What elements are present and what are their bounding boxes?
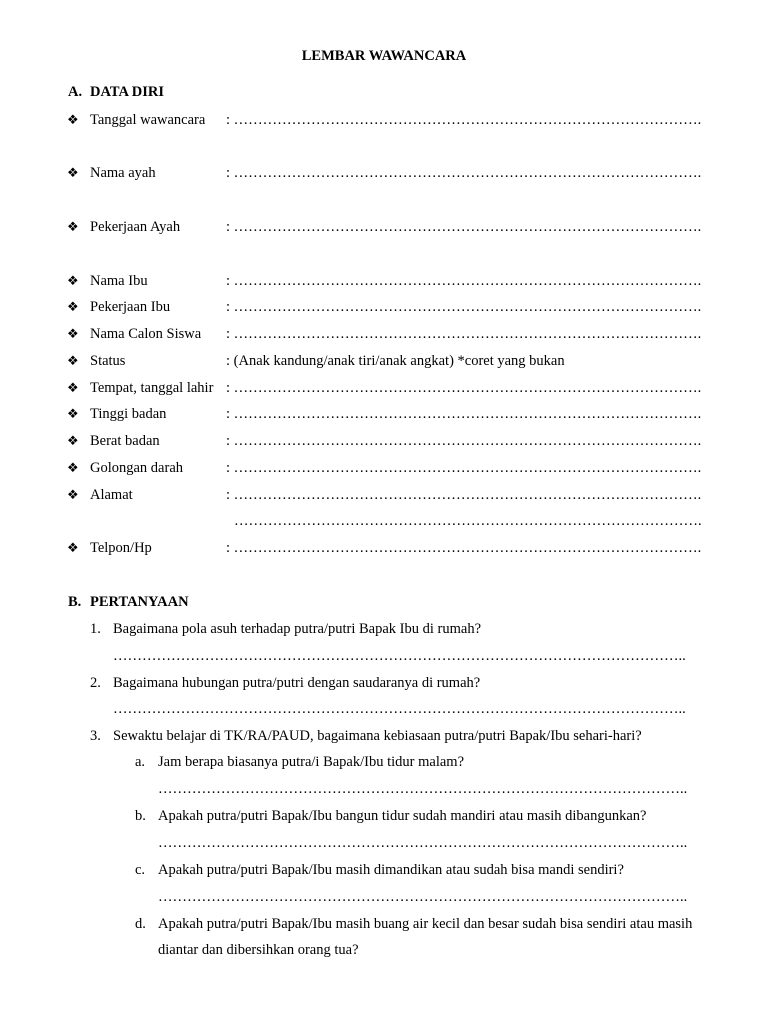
answer-line: ……………………………………………………………………………………………….. (158, 889, 688, 905)
field-label: Tinggi badan (90, 406, 167, 422)
bullet-icon: ❖ (67, 326, 79, 341)
field-label: Nama Ibu (90, 273, 148, 289)
field-value: : ……………………………………………………………………………………. (226, 380, 702, 396)
sub-question-letter: a. (135, 754, 146, 770)
field-label: Tempat, tanggal lahir (90, 380, 214, 396)
field-label: Telpon/Hp (90, 540, 152, 556)
sub-question-text: Jam berapa biasanya putra/i Bapak/Ibu tidur malam? (158, 754, 465, 770)
field-value: : (Anak kandung/anak tiri/anak angkat) *coret yang bukan (226, 353, 565, 369)
question-text: Sewaktu belajar di TK/RA/PAUD, bagaimana kebiasaan putra/putri Bapak/Ibu sehari-hari? (113, 728, 642, 744)
bullet-icon: ❖ (67, 460, 79, 475)
bullet-icon: ❖ (67, 273, 79, 288)
question-text: Bagaimana pola asuh terhadap putra/putri Bapak Ibu di rumah? (113, 621, 482, 637)
field-label: Status (90, 353, 126, 369)
sub-question-text-continued: diantar dan dibersihkan orang tua? (158, 942, 359, 958)
field-label: Pekerjaan Ayah (90, 219, 181, 235)
field-value: : ……………………………………………………………………………………. (226, 406, 702, 422)
answer-line: ……………………………………………………………………………………………………….. (113, 701, 686, 717)
section-b-letter: B. (68, 594, 82, 610)
bullet-icon: ❖ (67, 353, 79, 368)
bullet-icon: ❖ (67, 219, 79, 234)
field-value: : ……………………………………………………………………………………. (226, 299, 702, 315)
bullet-icon: ❖ (67, 299, 79, 314)
field-label: Nama Calon Siswa (90, 326, 202, 342)
field-value: : ……………………………………………………………………………………. (226, 433, 702, 449)
section-a-title: DATA DIRI (90, 84, 164, 100)
question-text: Bagaimana hubungan putra/putri dengan saudaranya di rumah? (113, 675, 481, 691)
field-value: : ……………………………………………………………………………………. (226, 540, 702, 556)
alamat-continuation: ……………………………………………………………………………………. (234, 513, 702, 529)
sub-question-letter: d. (135, 916, 146, 932)
sub-question-text: Apakah putra/putri Bapak/Ibu masih buang air kecil dan besar sudah bisa sendiri atau masih (158, 916, 693, 932)
field-label: Nama ayah (90, 165, 156, 181)
field-label: Alamat (90, 487, 133, 503)
bullet-icon: ❖ (67, 380, 79, 395)
question-number: 2. (90, 675, 101, 691)
bullet-icon: ❖ (67, 487, 79, 502)
field-value: : ……………………………………………………………………………………. (226, 112, 702, 128)
field-label: Golongan darah (90, 460, 184, 476)
bullet-icon: ❖ (67, 540, 79, 555)
field-value: : ……………………………………………………………………………………. (226, 273, 702, 289)
page-title: LEMBAR WAWANCARA (301, 48, 467, 64)
answer-line: ……………………………………………………………………………………………………….. (113, 648, 686, 664)
bullet-icon: ❖ (67, 165, 79, 180)
field-label: Pekerjaan Ibu (90, 299, 171, 315)
answer-line: ……………………………………………………………………………………………….. (158, 835, 688, 851)
sub-question-text: Apakah putra/putri Bapak/Ibu bangun tidur sudah mandiri atau masih dibangunkan? (158, 808, 647, 824)
sub-question-letter: b. (135, 808, 146, 824)
question-number: 1. (90, 621, 101, 637)
answer-line: ……………………………………………………………………………………………….. (158, 781, 688, 797)
bullet-icon: ❖ (67, 112, 79, 127)
field-value: : ……………………………………………………………………………………. (226, 487, 702, 503)
sub-question-text: Apakah putra/putri Bapak/Ibu masih dimandikan atau sudah bisa mandi sendiri? (158, 862, 624, 878)
section-a-letter: A. (68, 84, 83, 100)
field-value: : ……………………………………………………………………………………. (226, 219, 702, 235)
field-label: Tanggal wawancara (90, 112, 206, 128)
bullet-icon: ❖ (67, 433, 79, 448)
bullet-icon: ❖ (67, 406, 79, 421)
sub-question-letter: c. (135, 862, 146, 878)
question-number: 3. (90, 728, 101, 744)
field-value: : ……………………………………………………………………………………. (226, 460, 702, 476)
field-value: : ……………………………………………………………………………………. (226, 165, 702, 181)
section-b-title: PERTANYAAN (90, 594, 189, 610)
field-label: Berat badan (90, 433, 160, 449)
field-value: : ……………………………………………………………………………………. (226, 326, 702, 342)
